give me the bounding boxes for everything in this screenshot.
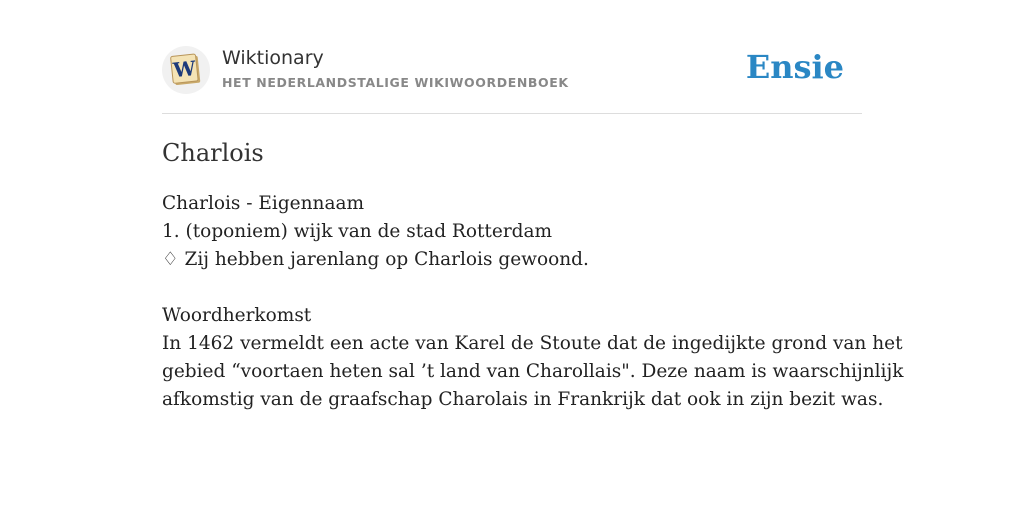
entry-card [162,44,904,414]
source-header [162,44,862,114]
source-name: Wiktionary [222,47,324,69]
source-subtitle: HET NEDERLANDSTALIGE WIKIWOORDENBOEK [222,75,569,90]
entry-content [162,190,904,414]
etymology-text-line-3: afkomstig van de graafschap Charolais in Frankrijk dat ook in zijn bezit was. [162,389,884,410]
definition-line: 1. (toponiem) wijk van de stad Rotterdam [162,221,553,242]
page-title: Charlois [162,139,264,167]
wiktionary-logo-icon [162,46,210,94]
etymology-text-line-2: gebied “voortaen heten sal ’t land van Charollais". Deze naam is waarschijnlijk [162,361,904,382]
etymology-text-line-1: In 1462 vermeldt een acte van Karel de Stoute dat de ingedijkte grond van het [162,333,903,354]
etymology-heading: Woordherkomst [162,305,312,326]
ensie-brand-link[interactable]: Ensie [745,48,844,86]
part-of-speech-line: Charlois - Eigennaam [162,193,365,214]
section-spacer [162,274,862,302]
svg-text:W: W [171,56,197,83]
example-sentence: ♢ Zij hebben jarenlang op Charlois gewoond. [162,249,589,270]
